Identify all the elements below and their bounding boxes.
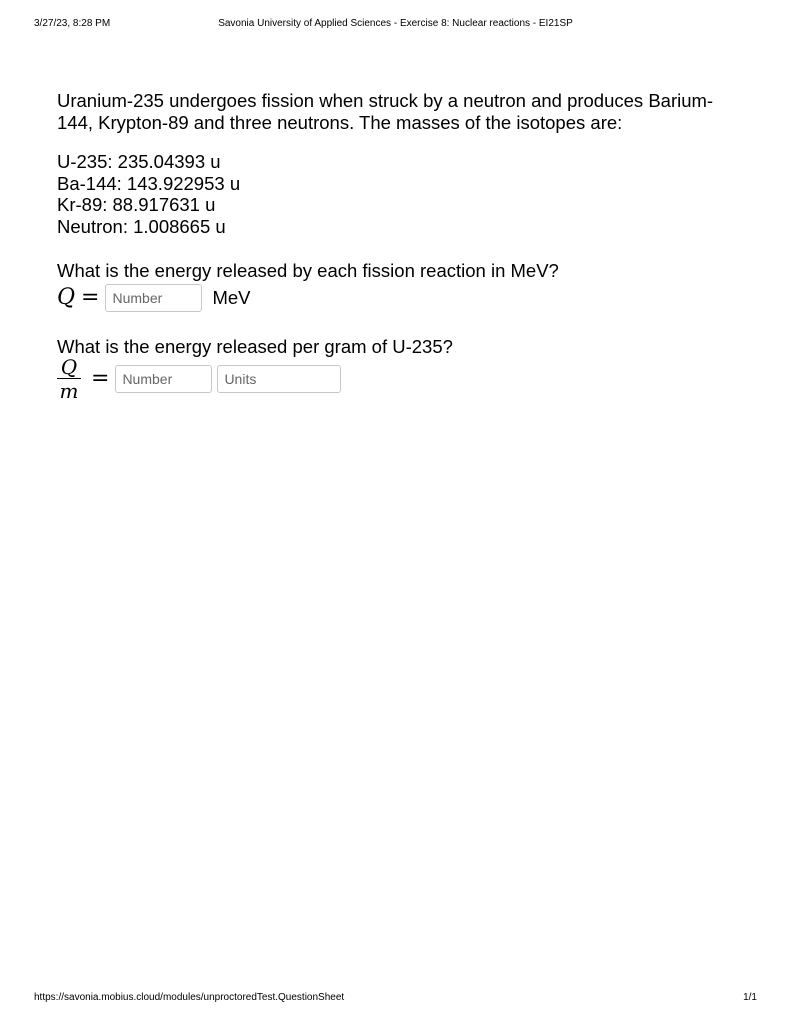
per-gram-units-input[interactable] [217, 365, 341, 393]
per-gram-number-input[interactable] [115, 365, 212, 393]
q-over-m-fraction [57, 357, 81, 401]
question-intro: Uranium-235 undergoes fission when struck by a neutron and produces Barium-144, Krypton-89 and three neutrons. The masses of the isotopes are: [57, 90, 714, 133]
print-datetime: 3/27/23, 8:28 PM [34, 18, 111, 29]
part1-answer-row [57, 282, 757, 314]
fraction-numerator: Q [60, 355, 78, 379]
equals-sign: = [81, 285, 100, 310]
mass-u235: U-235: 235.04393 u [57, 151, 221, 172]
q-variable: Q [57, 285, 76, 310]
part2-prompt: What is the energy released per gram of U-235? [57, 336, 453, 357]
q-number-input[interactable] [105, 284, 202, 312]
equals-sign-2: = [91, 366, 110, 391]
mass-neutron: Neutron: 1.008665 u [57, 215, 226, 237]
isotope-mass-list [57, 151, 757, 237]
mass-kr89: Kr-89: 88.917631 u [57, 194, 216, 215]
part1-prompt: What is the energy released by each fission reaction in MeV? [57, 260, 559, 281]
fraction-denominator: m [59, 379, 79, 403]
print-page-title: Savonia University of Applied Sciences - Exercise 8: Nuclear reactions - EI21SP [218, 18, 573, 29]
print-page-number: 1/1 [743, 992, 757, 1003]
mev-unit-label: MeV [212, 287, 251, 308]
question-sheet [57, 90, 757, 403]
mass-ba144: Ba-144: 143.922953 u [57, 172, 241, 194]
part2-answer-row [57, 355, 757, 403]
print-url: https://savonia.mobius.cloud/modules/unproctoredTest.QuestionSheet [34, 992, 345, 1003]
